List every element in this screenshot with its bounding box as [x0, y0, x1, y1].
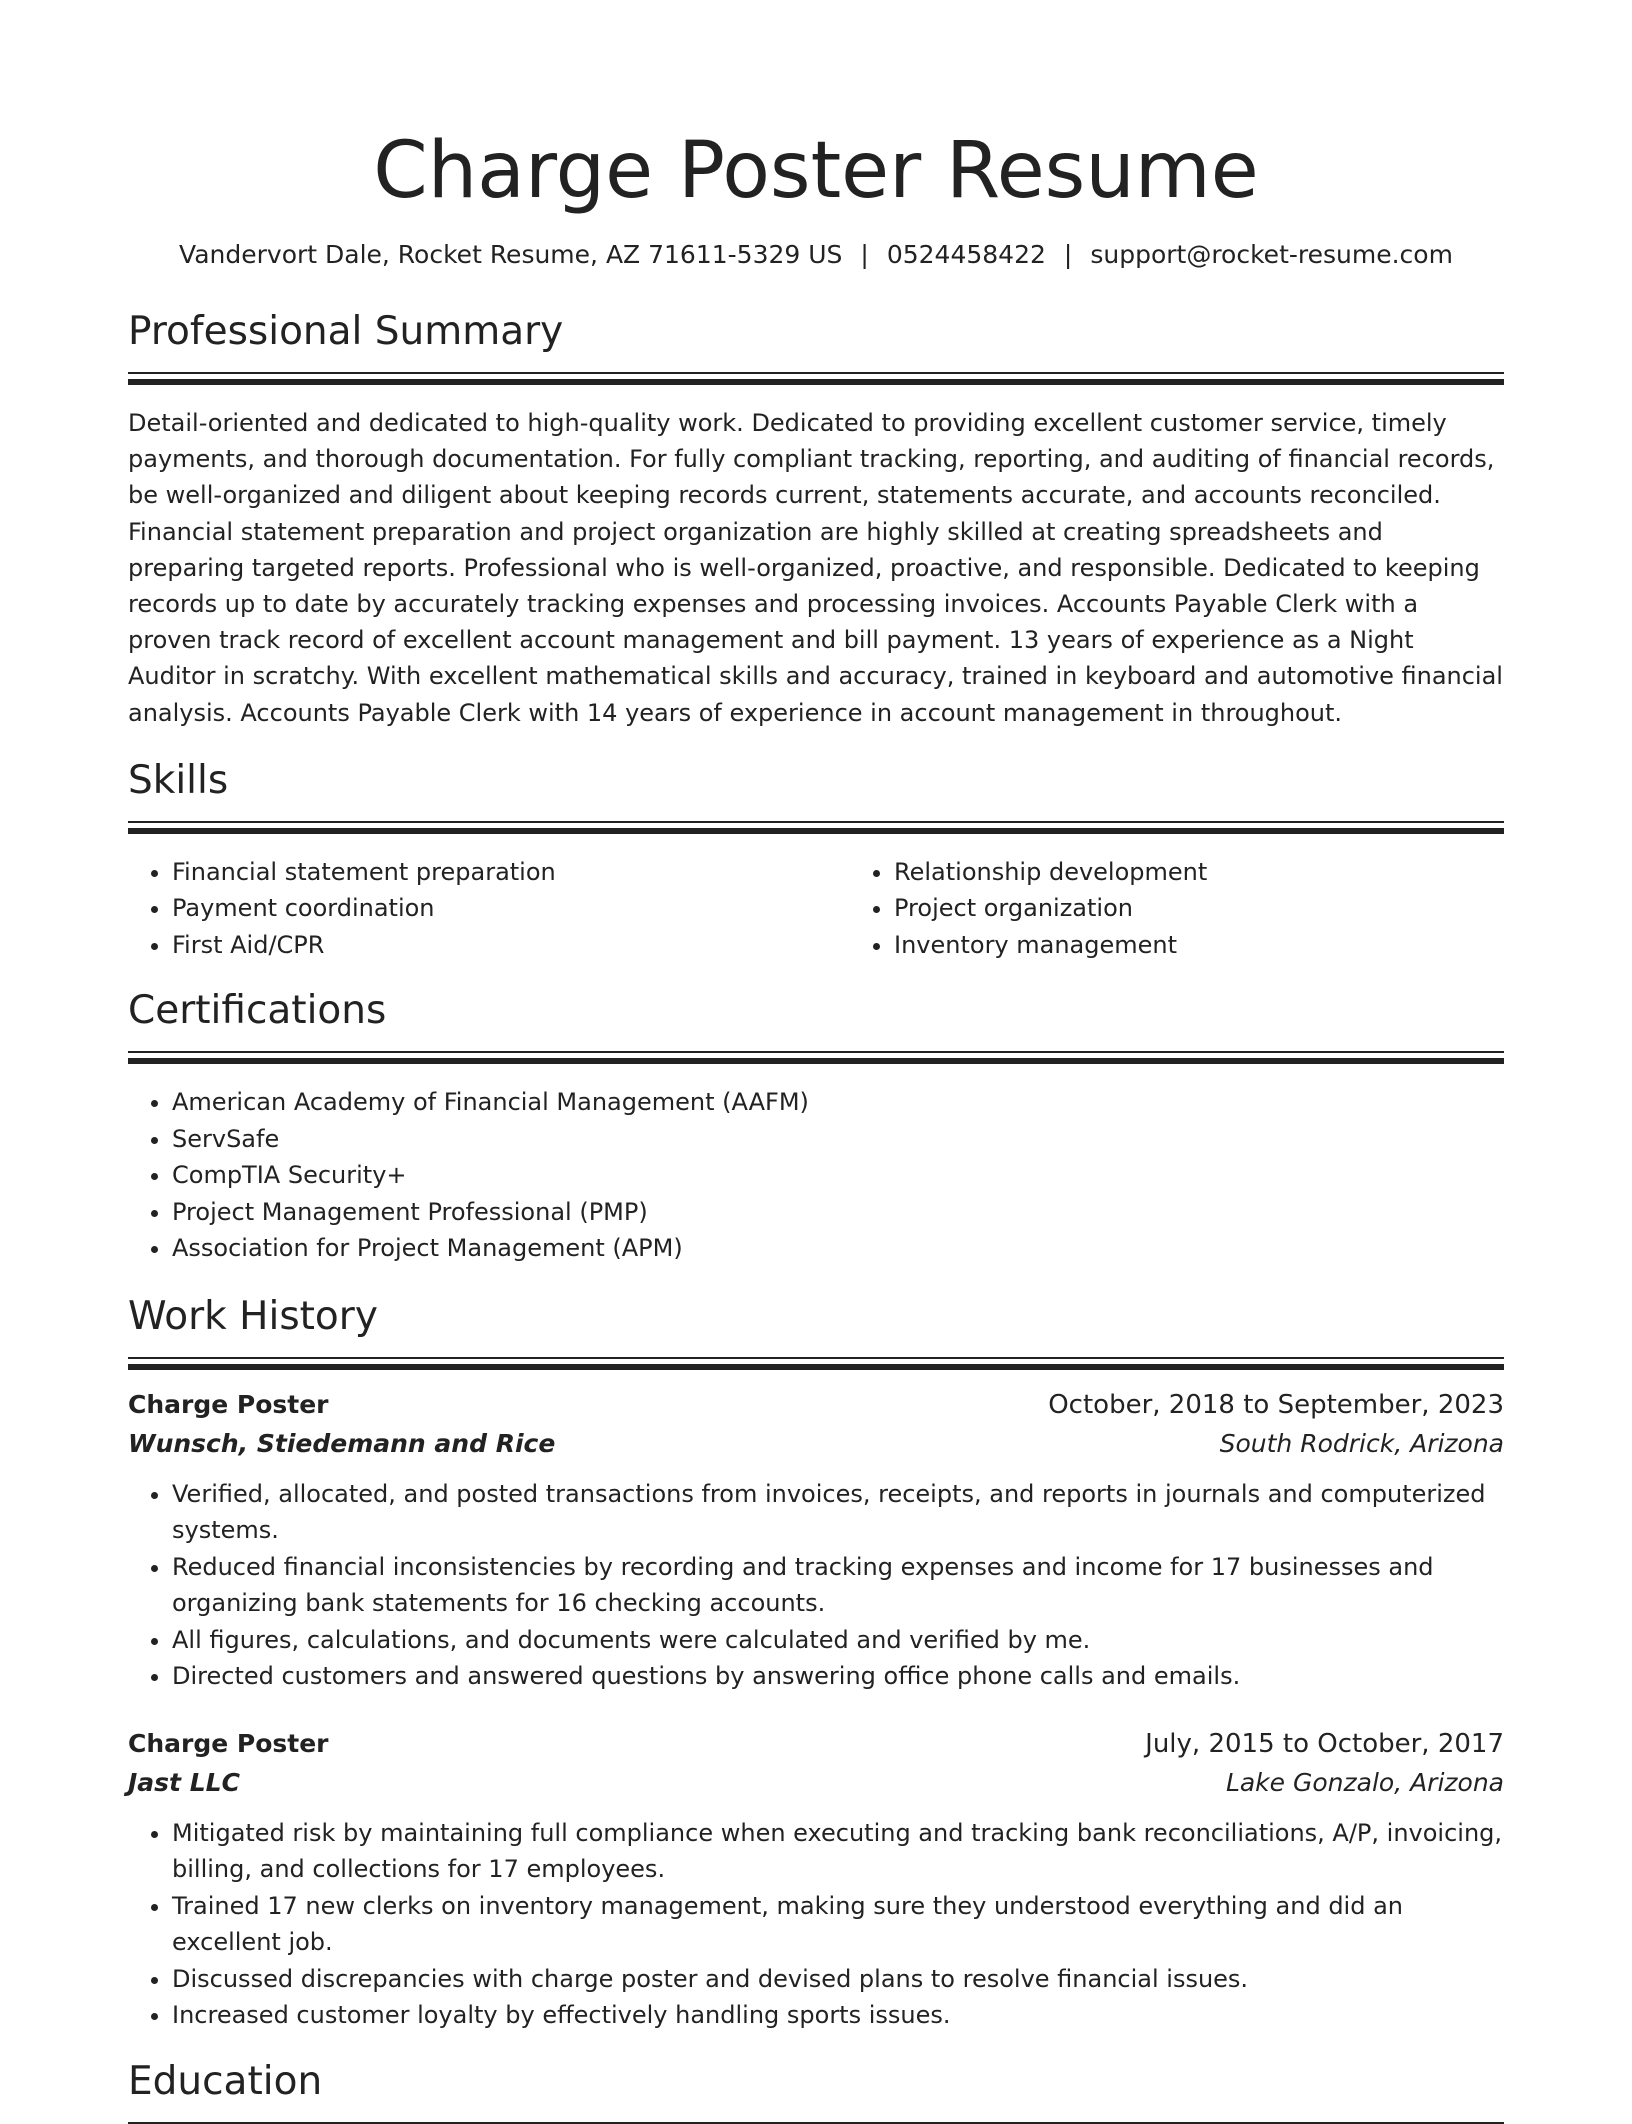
certification-item: • Project Management Professional (PMP): [172, 1194, 1504, 1231]
contact-email: support@rocket-resume.com: [1090, 240, 1453, 269]
skill-item: • Relationship development: [894, 854, 1572, 891]
skills-columns: [128, 854, 1504, 964]
job-title: Charge Poster: [128, 1389, 329, 1419]
education-section: [128, 2056, 1504, 2124]
education-heading: Education: [128, 2058, 323, 2104]
job-bullet: • Trained 17 new clerks on inventory management, making sure they understood everything and did an excellent job.: [172, 1888, 1504, 1961]
job-company-row: [128, 1763, 1504, 1803]
certification-item: • CompTIA Security+: [172, 1157, 1504, 1194]
skill-item: • First Aid/CPR: [172, 927, 850, 964]
job-title: Charge Poster: [128, 1728, 329, 1758]
contact-separator: |: [860, 240, 869, 269]
job-bullet: • Increased customer loyalty by effectively handling sports issues.: [172, 1997, 1504, 2034]
job-bullet-list: [128, 1476, 1504, 1695]
job-location: South Rodrick, Arizona: [1219, 1428, 1504, 1458]
contact-phone: 0524458422: [886, 240, 1046, 269]
section-divider: [128, 1357, 1504, 1370]
skill-item: • Financial statement preparation: [172, 854, 850, 891]
contact-address: Vandervort Dale, Rocket Resume, AZ 71611-5329 US: [179, 240, 843, 269]
resume-page: [128, 0, 1504, 2124]
certifications-list: [128, 1084, 1504, 1267]
skills-list-left: [128, 854, 850, 964]
skills-list-right: [850, 854, 1572, 964]
contact-line: [128, 238, 1504, 272]
job-company-row: [128, 1424, 1504, 1464]
contact-separator: |: [1063, 240, 1073, 269]
job-bullet: • Directed customers and answered questions by answering office phone calls and emails.: [172, 1658, 1504, 1695]
skills-heading: Skills: [128, 757, 229, 803]
certifications-section: [128, 985, 1504, 1267]
certification-item: • American Academy of Financial Management (AAFM): [172, 1084, 1504, 1121]
resume-name: Charge Poster Resume: [373, 126, 1259, 216]
job-dates: July, 2015 to October, 2017: [1145, 1728, 1504, 1759]
job-header-row: [128, 1725, 1504, 1763]
certification-item: • ServSafe: [172, 1121, 1504, 1158]
job-bullet: • Mitigated risk by maintaining full compliance when executing and tracking bank reconciliations, A/P, invoicing, billing, and collections for 17 employees.: [172, 1815, 1504, 1888]
section-divider: [128, 1051, 1504, 1064]
job-bullet: • Verified, allocated, and posted transactions from invoices, receipts, and reports in journals and computerized systems.: [172, 1476, 1504, 1549]
job-bullet: • All figures, calculations, and documents were calculated and verified by me.: [172, 1622, 1504, 1659]
skills-section: [128, 755, 1504, 964]
job-bullet: • Reduced financial inconsistencies by recording and tracking expenses and income for 17 businesses and organizing bank statements for 16 checking accounts.: [172, 1549, 1504, 1622]
job-company: Jast LLC: [128, 1767, 240, 1797]
certification-item: • Association for Project Management (APM): [172, 1230, 1504, 1267]
section-divider: [128, 372, 1504, 385]
job-dates: October, 2018 to September, 2023: [1048, 1389, 1504, 1420]
section-divider: [128, 821, 1504, 834]
work-history-heading: Work History: [128, 1293, 378, 1339]
skill-item: • Project organization: [894, 890, 1572, 927]
skill-item: • Payment coordination: [172, 890, 850, 927]
job-location: Lake Gonzalo, Arizona: [1225, 1767, 1504, 1797]
work-history-section: [128, 1291, 1504, 2034]
summary-heading: Professional Summary: [128, 309, 564, 354]
job-header-row: [128, 1386, 1504, 1424]
summary-section: [128, 306, 1504, 731]
certifications-heading: Certifications: [128, 988, 387, 1034]
summary-text: Detail-oriented and dedicated to high-quality work. Dedicated to providing excellent customer service, timely payments, and thorough documentation. For fully compliant tracking, reporting, and auditing of financial records, be well-organized and diligent about keeping records current, statements accurate, and accounts reconciled. Financial statement preparation and project organization are highly skilled at creating spreadsheets and preparing targeted reports. Professional who is well-organized, proactive, and responsible. Dedicated to keeping records up to date by accurately tracking expenses and processing invoices. Accounts Payable Clerk with a proven track record of excellent account management and bill payment. 13 years of experience as a Night Auditor in scratchy. With excellent mathematical skills and accuracy, trained in keyboard and automotive financial analysis. Accounts Payable Clerk with 14 years of experience in account management in throughout.: [128, 409, 1503, 727]
job-entry: [128, 1386, 1504, 1695]
job-bullet-list: [128, 1815, 1504, 2034]
job-entry: [128, 1725, 1504, 2034]
job-bullet: • Discussed discrepancies with charge poster and devised plans to resolve financial issues.: [172, 1961, 1504, 1998]
job-company: Wunsch, Stiedemann and Rice: [128, 1428, 556, 1458]
skill-item: • Inventory management: [894, 927, 1572, 964]
